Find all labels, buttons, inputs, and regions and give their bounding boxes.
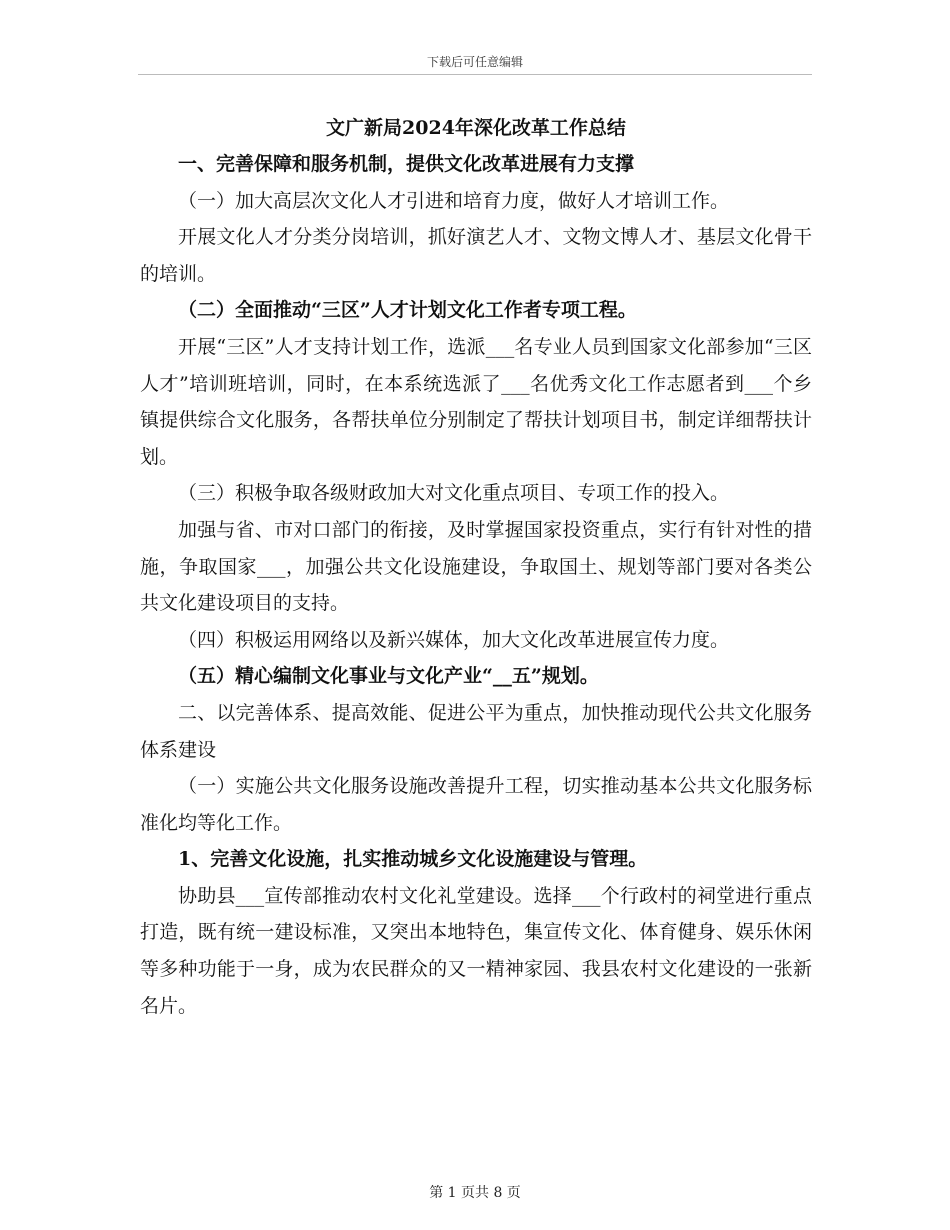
subsection-heading-2-1: （一）实施公共文化服务设施改善提升工程，切实推动基本公共文化服务标准化均等化工作。 [140,775,812,834]
subsection-heading-1-1: （一）加大高层次文化人才引进和培育力度，做好人才培训工作。 [178,189,730,212]
header-divider [138,74,812,75]
body-paragraph: 开展“三区”人才支持计划工作，选派___名专业人员到国家文化部参加“三区人才”培训班培训，同时，在本系统选派了___名优秀文化工作志愿者到___个乡镇提供综合文化服务，各帮扶单位分别制定了帮扶计划项目书，制定详细帮扶计划。 [140,335,812,468]
subsection-heading-1-4: （四）积极运用网络以及新兴媒体，加大文化改革进展宣传力度。 [178,628,730,651]
document-title: 文广新局2024年深化改革工作总结 [326,117,626,139]
page-number: 第 1 页共 8 页 [429,1185,521,1201]
section-heading-1: 一、完善保障和服务机制，提供文化改革进展有力支撑 [178,153,635,175]
subsection-heading-1-5: （五）精心编制文化事业与文化产业“__五”规划。 [178,665,599,688]
body-paragraph: 加强与省、市对口部门的衔接，及时掌握国家投资重点，实行有针对性的措施，争取国家___，加强公共文化设施建设，争取国土、规划等部门要对各类公共文化建设项目的支持。 [140,518,812,615]
subsection-heading-1-3: （三）积极争取各级财政加大对文化重点项目、专项工作的投入。 [178,482,730,505]
body-paragraph: 协助县___宣传部推动农村文化礼堂建设。选择___个行政村的祠堂进行重点打造，既有统一建设标准，又突出本地特色，集宣传文化、体育健身、娱乐休闲等多种功能于一身，成为农民群众的又一精神家园、我县农村文化建设的一张新名片。 [140,884,812,1017]
subsection-heading-1-2: （二）全面推动“三区”人才计划文化工作者专项工程。 [178,299,637,322]
body-paragraph: 开展文化人才分类分岗培训，抓好演艺人才、文物文博人才、基层文化骨干的培训。 [140,226,812,285]
section-heading-2: 二、以完善体系、提高效能、促进公平为重点，加快推动现代公共文化服务体系建设 [140,701,812,761]
document-body [140,110,812,1024]
item-heading-1: 1、完善文化设施，扎实推动城乡文化设施建设与管理。 [178,848,648,871]
header-note: 下载后可任意编辑 [426,55,523,69]
